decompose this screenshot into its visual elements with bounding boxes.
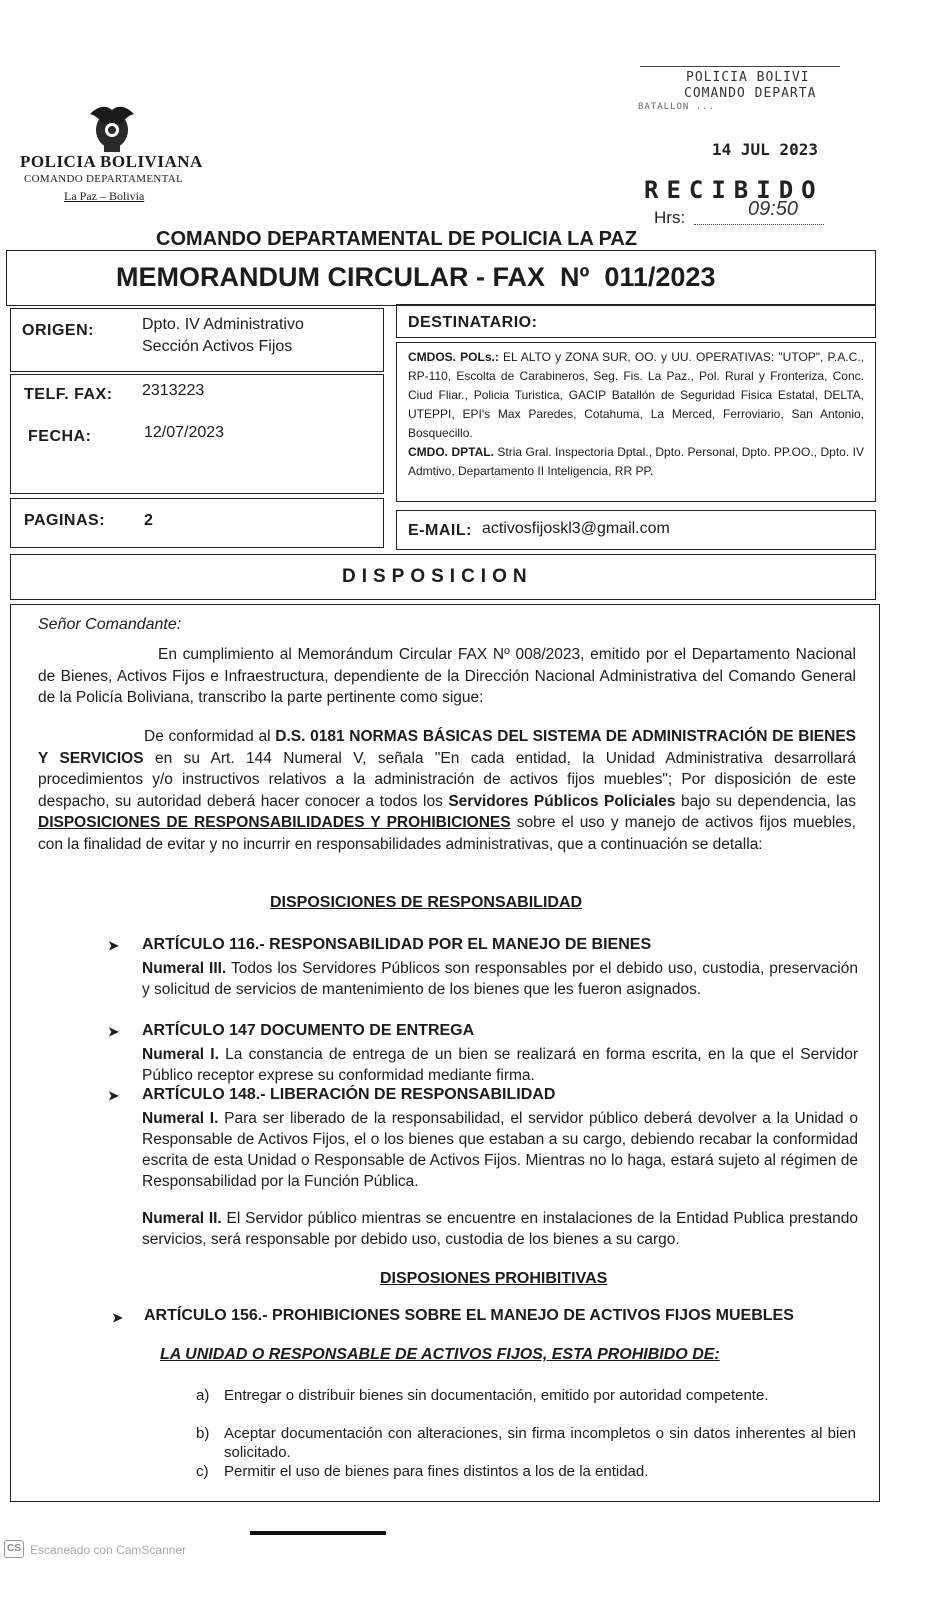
list-letter: a) bbox=[196, 1387, 210, 1404]
section2-title: DISPOSIONES PROHIBITIVAS bbox=[380, 1270, 608, 1287]
list-text: Permitir el uso de bienes para fines distintos a los de la entidad. bbox=[224, 1463, 649, 1480]
org-sub: COMANDO DEPARTAMENTAL bbox=[24, 173, 184, 185]
footer-rule bbox=[250, 1531, 386, 1535]
ds-0181-bold: D.S. 0181 NORMAS BÁSICAS DEL SISTEMA DE ADMINISTRACIÓN DE BIENES Y SERVICIOS bbox=[38, 728, 856, 767]
org-location: La Paz – Bolivia bbox=[64, 189, 145, 203]
bullet-arrow-icon: ➤ bbox=[108, 1088, 119, 1103]
art148-numeral2 bbox=[142, 1208, 858, 1250]
art148-num2-text: El Servidor público mientras se encuentre en instalaciones de la Entidad Publica prestando servicios, será responsable por debido uso, custodia de los bienes a su cargo. bbox=[142, 1210, 858, 1248]
art116-title: ARTÍCULO 116.- RESPONSABILIDAD POR EL MANEJO DE BIENES bbox=[142, 936, 652, 953]
emblem-icon bbox=[82, 100, 142, 156]
origen-line2: Sección Activos Fijos bbox=[142, 338, 293, 355]
bullet-arrow-icon: ➤ bbox=[108, 1024, 119, 1039]
section1-title: DISPOSICIONES DE RESPONSABILIDAD bbox=[270, 894, 583, 911]
telf-label: TELF. FAX: bbox=[24, 386, 113, 403]
art156-title bbox=[144, 1306, 858, 1326]
police-emblem-logo bbox=[82, 100, 142, 156]
dest-cmdos-text: EL ALTO y ZONA SUR, OO. y UU. OPERATIVAS: "UTOP", P.A.C., RP-110, Escolta de Carabineros, Seg. Fis. La Paz., Pol. Rural y Fronteriza, Conc. Ciud Fliar., Policia Turistica, GACIP Batallón de Seguridad Fisica Estatal, DELTA, UTEPPI, EPI's Max Paredes, Cotahuma, La Merced, Ferroviario, San Antonio, Bosquecillo. bbox=[408, 350, 864, 440]
memo-title: MEMORANDUM CIRCULAR - FAX Nº 011/2023 bbox=[116, 262, 716, 292]
list-text: Entregar o distribuir bienes sin documentación, emitido por autoridad competente. bbox=[224, 1387, 769, 1404]
art116-num-label: Numeral III. bbox=[142, 960, 227, 977]
disposiciones-bold: DISPOSICIONES DE RESPONSABILIDADES Y PROHIBICIONES bbox=[38, 814, 511, 831]
paginas-value: 2 bbox=[144, 512, 153, 529]
destinatario-text bbox=[408, 348, 864, 481]
dest-cmdos-label: CMDOS. POLs.: bbox=[408, 350, 499, 364]
stamp-hrs-label: Hrs: bbox=[654, 208, 686, 227]
fecha-label: FECHA: bbox=[28, 428, 92, 445]
art148-num1-text: Para ser liberado de la responsabilidad, el servidor público deberá devolver a la Unidad o Responsable de Activos Fijos, el o los bienes que estaban a su cargo, debiendo recabar la conformidad escrita de esta Unidad o Responsable de Activos Fijos. Mientras no lo haga, estará sujeto al régimen de Responsabilidad por la Función Pública. bbox=[142, 1110, 858, 1190]
art147-num-text: La constancia de entrega de un bien se realizará en forma escrita, en la que el Servidor Público receptor exprese su conformidad mediante firma. bbox=[142, 1046, 858, 1084]
cs-badge-text: CS bbox=[7, 1543, 21, 1554]
disposicion-title: DISPOSICION bbox=[342, 566, 533, 587]
art156-subtitle: LA UNIDAD O RESPONSABLE DE ACTIVOS FIJOS, ESTA PROHIBIDO DE: bbox=[160, 1346, 720, 1363]
origen-line1: Dpto. IV Administrativo bbox=[142, 316, 304, 333]
art147-numeral bbox=[142, 1044, 858, 1086]
bullet-arrow-icon: ➤ bbox=[112, 1310, 123, 1325]
stamp-recibido: RECIBIDO bbox=[644, 176, 824, 204]
dest-cmdo-text: Stria Gral. Inspectoria Dptal., Dpto. Personal, Dpto. PP.OO., Dpto. IV Admtivo, Departamento II Inteligencia, RR PP. bbox=[408, 445, 864, 478]
list-text: Aceptar documentación con alteraciones, sin firma incompletos o sin datos inherentes al bien solicitado. bbox=[224, 1425, 856, 1461]
conformidad-part2: en su Art. 144 Numeral V, señala "En cada entidad, la Unidad Administrativa desarrollará procedimientos y/o instructivos relativos a la administración de activos fijos muebles"; Por disposición de este despacho, su autoridad deberá hacer conocer a todos los bbox=[38, 749, 857, 810]
destinatario-label: DESTINATARIO: bbox=[408, 314, 538, 331]
stamp-date: 14 JUL 2023 bbox=[712, 140, 818, 159]
stamp-line1: POLICIA BOLIVI bbox=[686, 70, 810, 85]
telf-value: 2313223 bbox=[142, 382, 205, 399]
receipt-stamp bbox=[640, 64, 880, 234]
list-letter: c) bbox=[196, 1463, 209, 1480]
art116-numeral bbox=[142, 958, 858, 1000]
art148-num1-label: Numeral I. bbox=[142, 1110, 219, 1127]
conformidad-part4: sobre el uso y manejo de activos fijos muebles, con la finalidad de evitar y no incurrir en responsabilidades administrativas, que a continuación se detalla: bbox=[38, 814, 856, 853]
art147-num-label: Numeral I. bbox=[142, 1046, 219, 1063]
art148-numeral1 bbox=[142, 1108, 858, 1192]
stamp-hrs-value: 09:50 bbox=[748, 198, 799, 220]
art156-title-text: ARTÍCULO 156.- PROHIBICIONES SOBRE EL MANEJO DE ACTIVOS FIJOS MUEBLES bbox=[144, 1307, 794, 1324]
camscanner-logo bbox=[4, 1540, 24, 1558]
art147-title: ARTÍCULO 147 DOCUMENTO DE ENTREGA bbox=[142, 1022, 475, 1039]
servidores-bold: Servidores Públicos Policiales bbox=[448, 792, 676, 810]
intro-paragraph bbox=[38, 644, 856, 709]
email-label: E-MAIL: bbox=[408, 522, 472, 539]
conformidad-part3: bajo su dependencia, las bbox=[675, 792, 856, 810]
art116-num-text: Todos los Servidores Públicos son responsables por el debido uso, custodia, preservación y solicitud de servicios de mantenimiento de los bienes que les fueron asignados. bbox=[142, 960, 858, 998]
list-letter: b) bbox=[196, 1425, 210, 1442]
conformidad-paragraph bbox=[38, 726, 856, 855]
paginas-label: PAGINAS: bbox=[24, 512, 106, 529]
bullet-arrow-icon: ➤ bbox=[108, 938, 119, 953]
org-name: POLICIA BOLIVIANA bbox=[20, 152, 203, 171]
command-title: COMANDO DEPARTAMENTAL DE POLICIA LA PAZ bbox=[156, 228, 638, 250]
fecha-value: 12/07/2023 bbox=[144, 424, 225, 441]
scanner-watermark: Escaneado con CamScanner bbox=[30, 1543, 187, 1557]
conformidad-part1: De conformidad al bbox=[144, 728, 276, 745]
salutation: Señor Comandante: bbox=[38, 616, 182, 633]
origen-label: ORIGEN: bbox=[22, 322, 94, 339]
intro-text: En cumplimiento al Memorándum Circular FAX Nº 008/2023, emitido por el Departamento Nacional de Bienes, Activos Fijos e Infraestructura, dependiente de la Dirección Nacional Administrativa del Comando General de la Policía Boliviana, transcribo la parte pertinente como sigue: bbox=[38, 646, 856, 706]
dest-cmdo-label: CMDO. DPTAL. bbox=[408, 445, 494, 459]
stamp-line3: BATALLON ... bbox=[638, 102, 716, 112]
email-value: activosfijoskl3@gmail.com bbox=[482, 520, 670, 537]
stamp-line2: COMANDO DEPARTA bbox=[684, 86, 817, 101]
art148-title: ARTÍCULO 148.- LIBERACIÓN DE RESPONSABILIDAD bbox=[142, 1086, 556, 1103]
art148-num2-label: Numeral II. bbox=[142, 1210, 222, 1227]
